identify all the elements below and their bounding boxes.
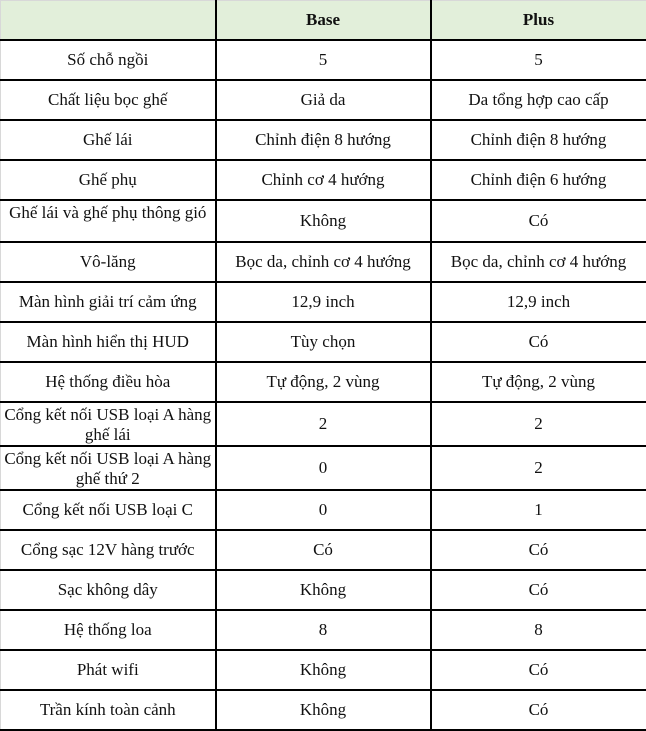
plus-cell: Da tổng hợp cao cấp <box>431 80 646 120</box>
table-row <box>1 242 646 282</box>
feature-cell: Cổng kết nối USB loại A hàng ghế thứ 2 <box>1 446 216 490</box>
table-row <box>1 322 646 362</box>
plus-cell: 2 <box>431 446 646 490</box>
base-cell: Tùy chọn <box>216 322 431 362</box>
feature-cell: Màn hình giải trí cảm ứng <box>1 282 216 322</box>
table-row <box>1 490 646 530</box>
feature-cell: Vô-lăng <box>1 242 216 282</box>
plus-cell: Chỉnh điện 6 hướng <box>431 160 646 200</box>
base-cell: Bọc da, chỉnh cơ 4 hướng <box>216 242 431 282</box>
table-row <box>1 446 646 490</box>
feature-cell: Hệ thống điều hòa <box>1 362 216 402</box>
plus-cell: 5 <box>431 40 646 80</box>
table-row <box>1 80 646 120</box>
header-base: Base <box>216 1 431 41</box>
table-row <box>1 362 646 402</box>
base-cell: Chỉnh điện 8 hướng <box>216 120 431 160</box>
plus-cell: Bọc da, chỉnh cơ 4 hướng <box>431 242 646 282</box>
feature-cell: Cổng kết nối USB loại C <box>1 490 216 530</box>
plus-cell: Có <box>431 530 646 570</box>
feature-cell: Ghế lái <box>1 120 216 160</box>
base-cell: Tự động, 2 vùng <box>216 362 431 402</box>
table-row <box>1 200 646 242</box>
base-cell: 12,9 inch <box>216 282 431 322</box>
base-cell: 5 <box>216 40 431 80</box>
plus-cell: Có <box>431 570 646 610</box>
base-cell: 0 <box>216 490 431 530</box>
feature-cell: Trần kính toàn cảnh <box>1 690 216 730</box>
plus-cell: 8 <box>431 610 646 650</box>
feature-cell: Ghế phụ <box>1 160 216 200</box>
plus-cell: 2 <box>431 402 646 446</box>
feature-cell: Số chỗ ngồi <box>1 40 216 80</box>
base-cell: 0 <box>216 446 431 490</box>
table-row <box>1 282 646 322</box>
base-cell: Không <box>216 650 431 690</box>
header-plus: Plus <box>431 1 646 41</box>
feature-cell: Sạc không dây <box>1 570 216 610</box>
table-row <box>1 650 646 690</box>
feature-cell: Phát wifi <box>1 650 216 690</box>
base-cell: 8 <box>216 610 431 650</box>
base-cell: Không <box>216 570 431 610</box>
feature-cell: Chất liệu bọc ghế <box>1 80 216 120</box>
table-row <box>1 40 646 80</box>
table-row <box>1 690 646 730</box>
table-row <box>1 160 646 200</box>
base-cell: Không <box>216 690 431 730</box>
plus-cell: Chỉnh điện 8 hướng <box>431 120 646 160</box>
plus-cell: Có <box>431 690 646 730</box>
table-row <box>1 570 646 610</box>
header-row <box>1 1 646 41</box>
plus-cell: Có <box>431 200 646 242</box>
base-cell: Chỉnh cơ 4 hướng <box>216 160 431 200</box>
plus-cell: 12,9 inch <box>431 282 646 322</box>
table-row <box>1 120 646 160</box>
table-row <box>1 530 646 570</box>
feature-cell: Hệ thống loa <box>1 610 216 650</box>
base-cell: Không <box>216 200 431 242</box>
base-cell: Giả da <box>216 80 431 120</box>
feature-cell: Cổng kết nối USB loại A hàng ghế lái <box>1 402 216 446</box>
plus-cell: 1 <box>431 490 646 530</box>
table-row <box>1 610 646 650</box>
table-row <box>1 402 646 446</box>
plus-cell: Có <box>431 650 646 690</box>
header-feature <box>1 1 216 41</box>
base-cell: Có <box>216 530 431 570</box>
plus-cell: Tự động, 2 vùng <box>431 362 646 402</box>
plus-cell: Có <box>431 322 646 362</box>
feature-cell: Ghế lái và ghế phụ thông gió <box>1 200 216 242</box>
feature-cell: Cổng sạc 12V hàng trước <box>1 530 216 570</box>
feature-cell: Màn hình hiển thị HUD <box>1 322 216 362</box>
base-cell: 2 <box>216 402 431 446</box>
